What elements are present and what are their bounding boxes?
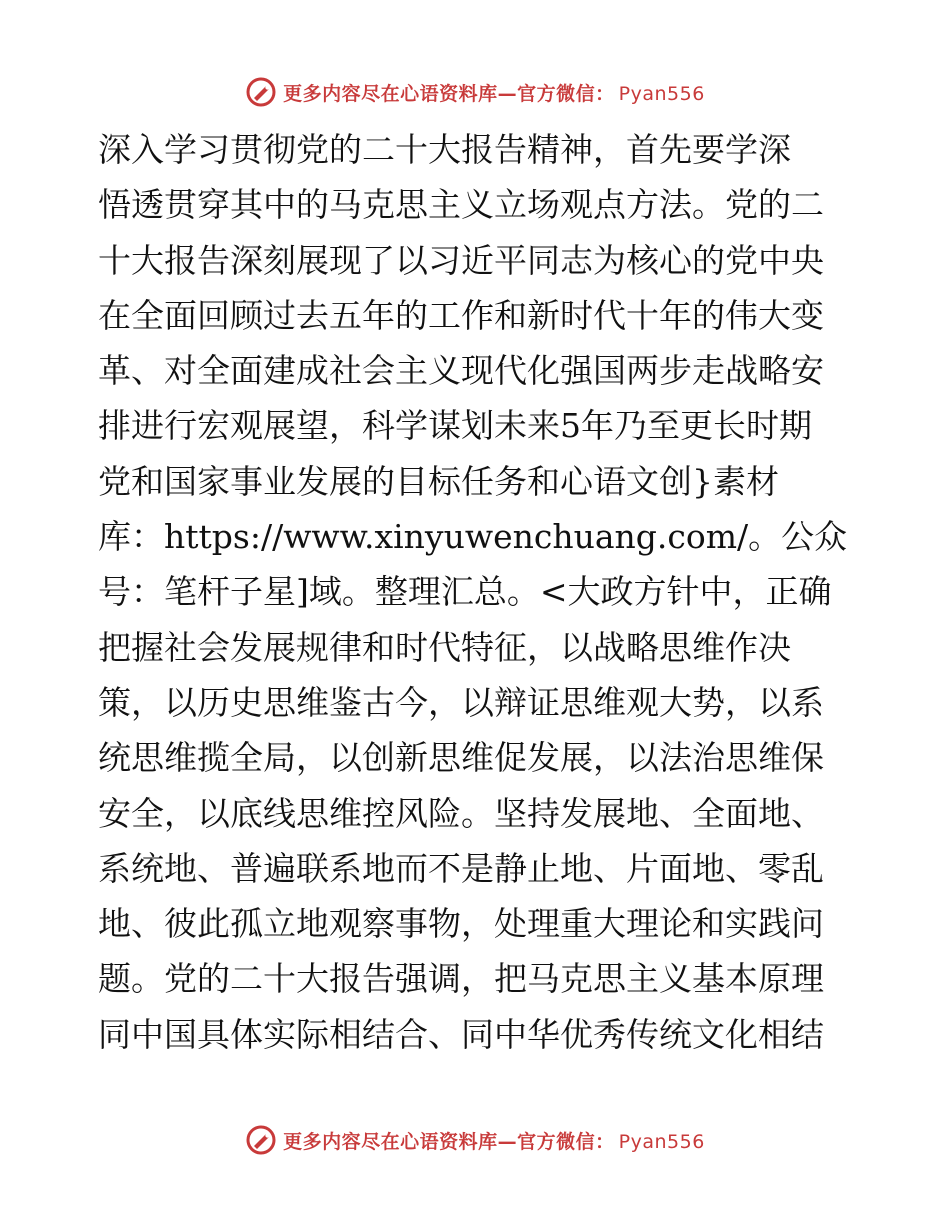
paragraph-line: 策，以历史思维鉴古今，以辩证思维观大势，以系 [98,682,824,722]
paragraph-line: 统思维揽全局，以创新思维促发展，以法治思维保 [98,738,824,778]
brand-logo-icon [245,1124,277,1156]
paragraph-line: 地、彼此孤立地观察事物，处理重大理论和实践问 [98,904,824,944]
footer-banner [0,1120,950,1160]
header-wechat-handle: Pyan556 [618,82,705,105]
paragraph-line: 革、对全面建成社会主义现代化强国两步走战略安 [98,351,824,391]
brand-logo-icon [245,76,277,108]
paragraph-line: 把握社会发展规律和时代特征，以战略思维作决 [98,627,791,667]
paragraph-line: 悟透贯穿其中的马克思主义立场观点方法。党的二 [98,185,824,225]
paragraph-line: 排进行宏观展望，科学谋划未来5年乃至更长时期 [98,406,812,446]
paragraph-line: 系统地、普遍联系地而不是静止地、片面地、零乱 [98,848,824,888]
paragraph-line: 同中国具体实际相结合、同中华优秀传统文化相结 [98,1014,824,1054]
header-banner [0,72,950,112]
document-body [98,122,858,1062]
footer-wechat-handle: Pyan556 [618,1130,705,1153]
header-banner-text [283,79,705,106]
footer-banner-text [283,1127,705,1154]
paragraph-line: 十大报告深刻展现了以习近平同志为核心的党中央 [98,240,824,280]
paragraph-line: 在全面回顾过去五年的工作和新时代十年的伟大变 [98,295,824,335]
footer-banner-label: 更多内容尽在心语资料库—官方微信： [283,1130,615,1153]
paragraph-line: 号：笔杆子星]域。整理汇总。<大政方针中，正确 [98,572,832,612]
paragraph-line: 题。党的二十大报告强调，把马克思主义基本原理 [98,959,824,999]
header-banner-label: 更多内容尽在心语资料库—官方微信： [283,82,615,105]
paragraph-line: 安全，以底线思维控风险。坚持发展地、全面地、 [98,793,824,833]
paragraph-line: 库：https://www.xinyuwenchuang.com/。公众 [98,517,848,557]
paragraph-line: 党和国家事业发展的目标任务和心语文创}素材 [98,461,779,501]
paragraph-line: 深入学习贯彻党的二十大报告精神，首先要学深 [98,130,791,169]
